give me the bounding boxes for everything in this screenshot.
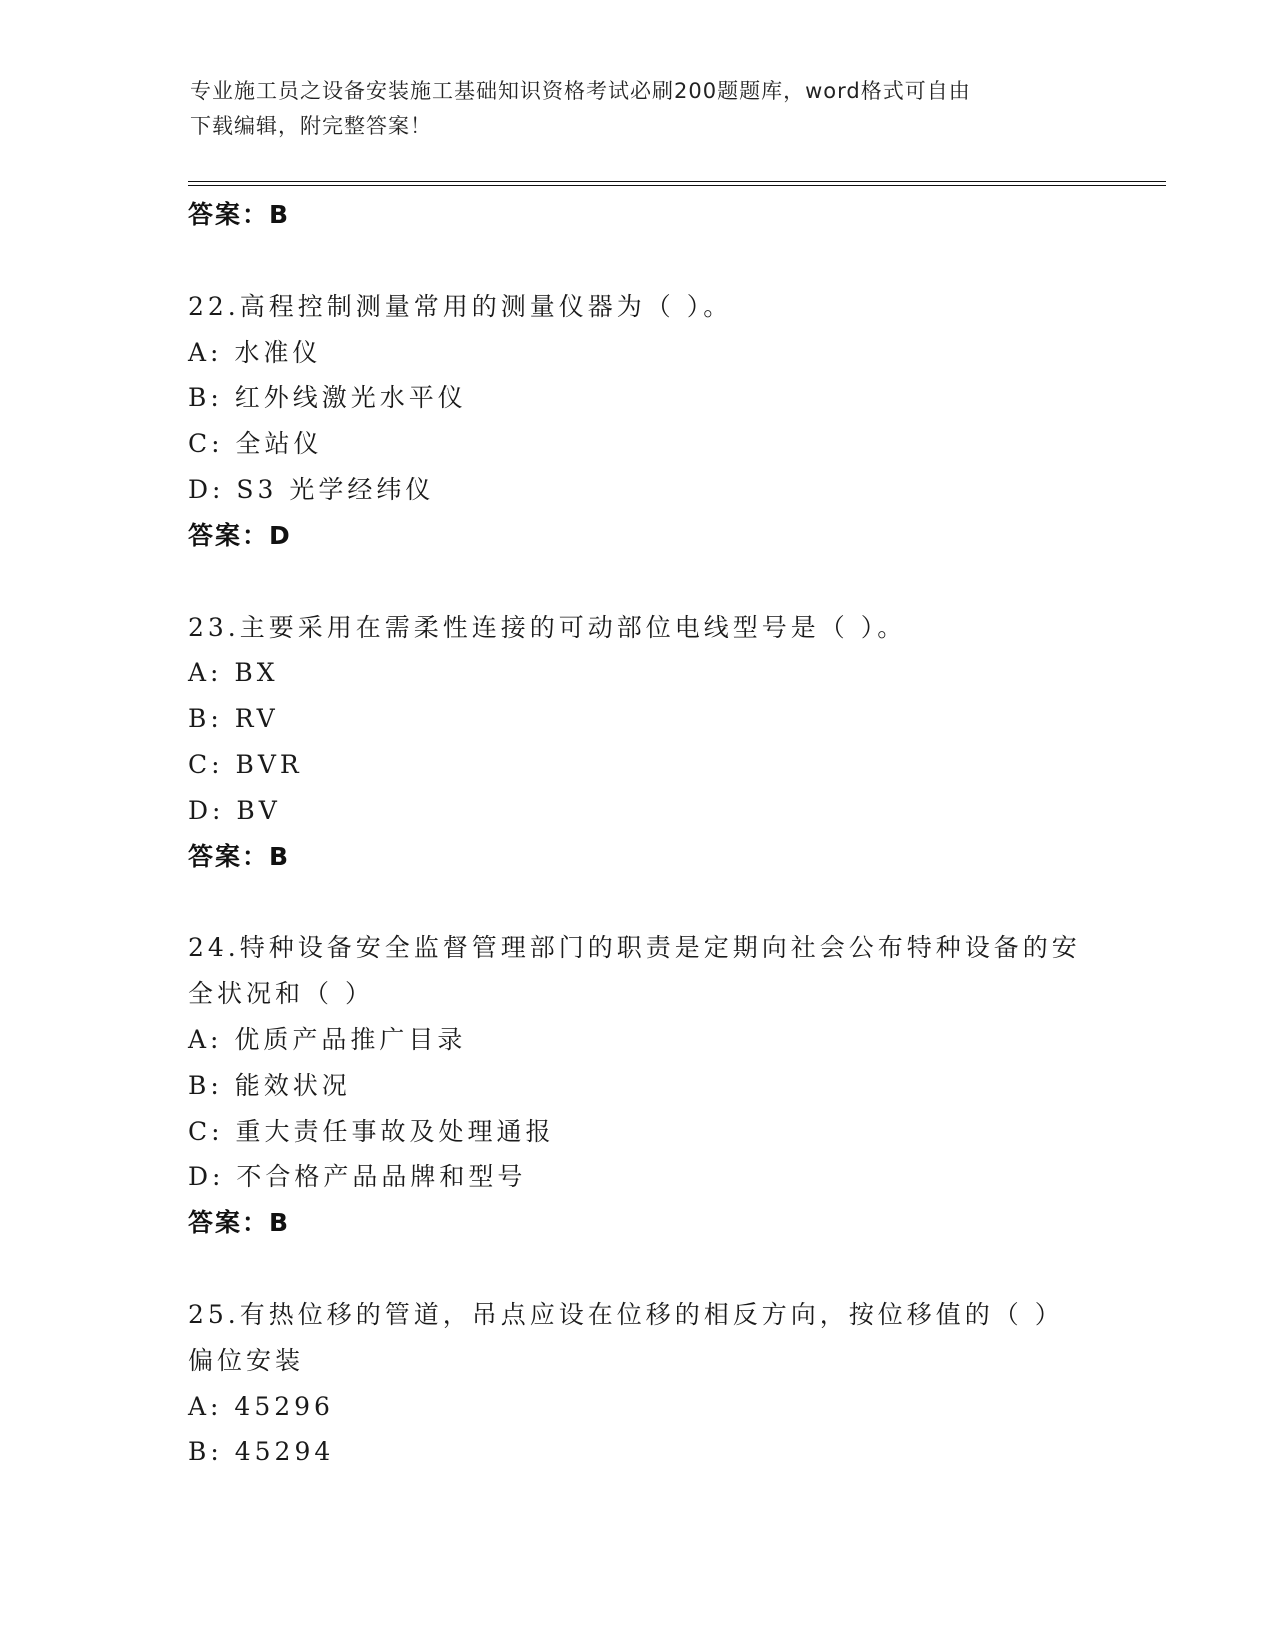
question-stem: 22.高程控制测量常用的测量仪器为（ ）。 [188,291,733,321]
option-c: C: BVR [188,749,303,779]
question-stem: 24.特种设备安全监督管理部门的职责是定期向社会公布特种设备的安 [188,933,1081,963]
header-line-2: 下载编辑，附完整答案！ [190,114,432,138]
option-c: C: 全站仪 [188,429,323,459]
option-a: A: BX [188,658,279,688]
spacer [188,879,1088,925]
question-23 [188,605,1088,880]
answer: 答案：B [188,841,291,871]
header-divider-double [188,185,1166,186]
option-a: A: 优质产品推广目录 [188,1024,467,1054]
question-list [188,192,1088,1475]
option-d: D: 不合格产品品牌和型号 [188,1162,527,1192]
option-b: B: 红外线激光水平仪 [188,383,467,413]
question-25 [188,1292,1088,1475]
question-stem: 25.有热位移的管道，吊点应设在位移的相反方向，按位移值的（ ） [188,1299,1064,1329]
option-c: C: 重大责任事故及处理通报 [188,1116,555,1146]
answer: 答案：D [188,520,292,550]
spacer [188,1246,1088,1292]
question-24 [188,925,1088,1246]
header-line-1: 专业施工员之设备安装施工基础知识资格考试必刷200题题库，word格式可自由 [190,79,971,103]
spacer [188,559,1088,605]
option-b: B: RV [188,704,279,734]
question-stem-continued: 偏位安装 [188,1345,305,1375]
option-d: D: S3 光学经纬仪 [188,474,435,504]
spacer [188,238,1088,284]
question-stem-continued: 全状况和（ ） [188,979,374,1009]
question-stem: 23.主要采用在需柔性连接的可动部位电线型号是（ ）。 [188,612,907,642]
answer: 答案：B [188,1208,291,1238]
option-b: B: 能效状况 [188,1070,351,1100]
option-b: B: 45294 [188,1437,335,1467]
question-22 [188,284,1088,559]
previous-answer: 答案：B [188,200,291,229]
option-d: D: BV [188,795,281,825]
option-a: A: 45296 [188,1391,334,1421]
document-header [190,74,1090,144]
header-divider [188,181,1166,182]
option-a: A: 水准仪 [188,337,322,367]
